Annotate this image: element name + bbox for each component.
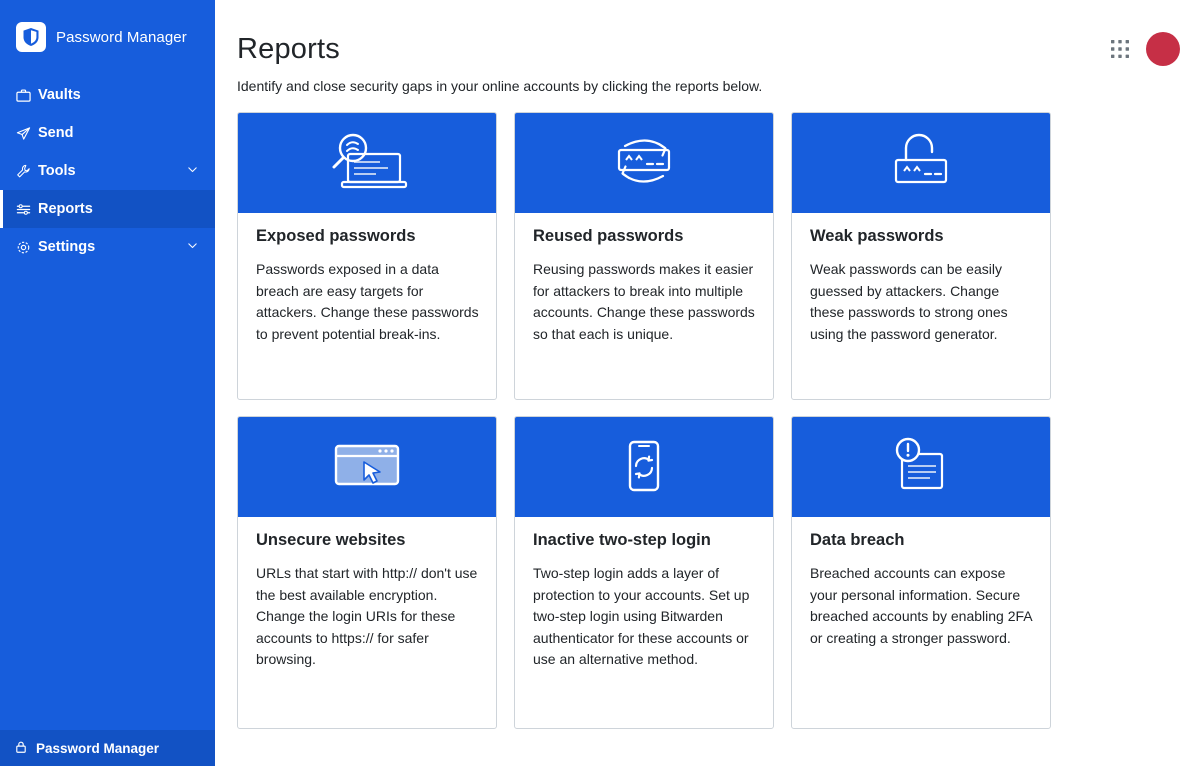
card-body <box>792 517 1050 667</box>
card-title: Exposed passwords <box>256 227 416 245</box>
card-body <box>238 517 496 689</box>
exposed-password-magnifier-icon <box>318 128 416 199</box>
report-card-grid-row-2 <box>237 416 1180 729</box>
sidebar-footer-label: Password Manager <box>36 740 160 756</box>
page-title: Reports <box>237 32 340 65</box>
report-card-weak-passwords[interactable] <box>791 112 1051 400</box>
card-description: Weak passwords can be easily guessed by attackers. Change these passwords to strong ones using the password generator. <box>810 261 1008 342</box>
page-subtitle: Identify and close security gaps in your online accounts by clicking the reports below. <box>237 78 763 94</box>
app-grid-icon[interactable] <box>1110 39 1130 59</box>
report-card-exposed-passwords[interactable] <box>237 112 497 400</box>
card-description: Reusing passwords makes it easier for attackers to break into multiple accounts. Change these passwords so that each is unique. <box>533 261 755 342</box>
wrench-icon <box>16 164 38 179</box>
report-card-reused-passwords[interactable] <box>514 112 774 400</box>
sidebar-item-label: Tools <box>38 163 76 179</box>
card-title: Unsecure websites <box>256 531 406 549</box>
report-card-inactive-two-step-login[interactable] <box>514 416 774 729</box>
sidebar-item-label: Send <box>38 125 74 141</box>
card-body <box>515 213 773 363</box>
card-body <box>515 517 773 689</box>
card-banner <box>792 113 1050 213</box>
chevron-down-icon[interactable] <box>186 239 199 256</box>
sidebar-item-label: Vaults <box>38 87 81 103</box>
sidebar-item-label: Reports <box>38 201 93 217</box>
sidebar-nav <box>0 76 215 266</box>
data-breach-alert-document-icon <box>872 432 970 503</box>
briefcase-icon <box>16 88 38 103</box>
card-description: Breached accounts can expose your personal information. Secure breached accounts by enabling 2FA or creating a stronger password. <box>810 565 1032 646</box>
card-banner <box>515 113 773 213</box>
sidebar-item-vaults[interactable] <box>0 76 215 114</box>
card-banner <box>238 113 496 213</box>
card-title: Inactive two-step login <box>533 531 711 549</box>
send-paper-plane-icon <box>16 126 38 141</box>
card-title: Weak passwords <box>810 227 944 245</box>
card-title: Reused passwords <box>533 227 684 245</box>
bitwarden-shield-icon <box>16 22 46 52</box>
sliders-icon <box>16 202 38 217</box>
reused-password-recycle-icon <box>595 128 693 199</box>
weak-password-open-lock-icon <box>872 128 970 199</box>
two-step-login-phone-icon <box>595 432 693 503</box>
card-description: URLs that start with http:// don't use the best available encryption. Change the login URIs for these accounts to https:// for safer browsing. <box>256 565 478 667</box>
card-title: Data breach <box>810 531 905 549</box>
report-card-grid-row-1 <box>237 112 1180 400</box>
avatar[interactable] <box>1146 32 1180 66</box>
lock-icon <box>14 740 28 757</box>
reports-page <box>215 78 1204 729</box>
unsecure-website-browser-icon <box>318 432 416 503</box>
card-description: Passwords exposed in a data breach are easy targets for attackers. Change these passwords to prevent potential break-ins. <box>256 261 479 342</box>
header-bar <box>215 0 1204 78</box>
gear-icon <box>16 240 38 255</box>
sidebar <box>0 0 215 766</box>
sidebar-item-reports[interactable] <box>0 190 215 228</box>
brand-name: Password Manager <box>56 28 187 46</box>
sidebar-item-send[interactable] <box>0 114 215 152</box>
report-card-unsecure-websites[interactable] <box>237 416 497 729</box>
card-banner <box>515 417 773 517</box>
report-card-data-breach[interactable] <box>791 416 1051 729</box>
chevron-down-icon[interactable] <box>186 163 199 180</box>
card-banner <box>792 417 1050 517</box>
sidebar-footer-product-switcher[interactable] <box>0 730 215 766</box>
card-banner <box>238 417 496 517</box>
brand <box>0 0 215 70</box>
sidebar-item-settings[interactable] <box>0 228 215 266</box>
card-body <box>238 213 496 363</box>
sidebar-item-label: Settings <box>38 239 96 255</box>
card-description: Two-step login adds a layer of protection to your accounts. Set up two-step login using Bitwarden authenticator for these accounts or use an alternative method. <box>533 565 750 667</box>
card-body <box>792 213 1050 363</box>
main-content <box>215 0 1204 766</box>
header-actions <box>1110 32 1180 66</box>
sidebar-item-tools[interactable] <box>0 152 215 190</box>
